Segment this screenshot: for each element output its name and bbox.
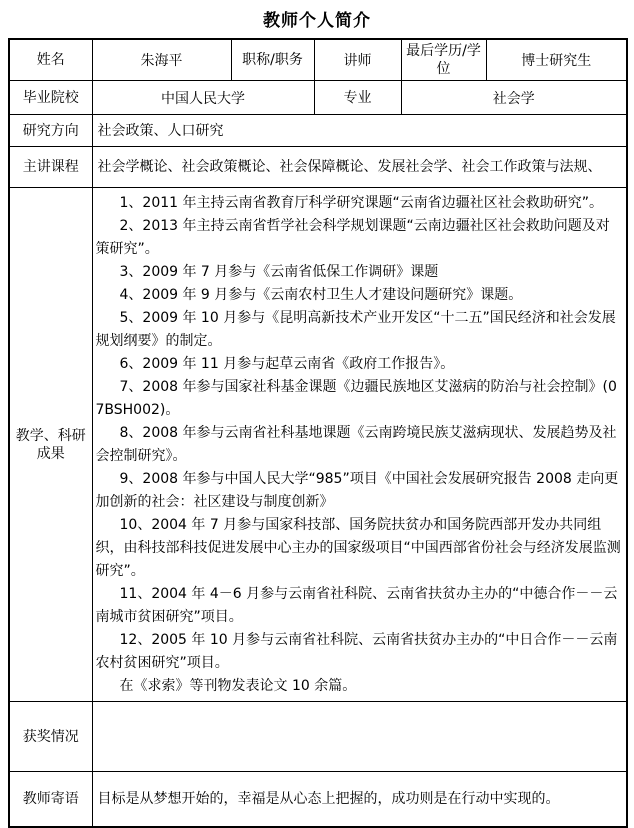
achievement-item: 4、2009 年 9 月参与《云南农村卫生人才建设问题研究》课题。 [119, 287, 523, 303]
name-value-cell: 朱海平 [92, 39, 231, 81]
major-value-cell: 社会学 [401, 81, 627, 115]
degree-label-cell: 最后学历/学位 [401, 39, 486, 81]
achievement-item: 在《求索》等刊物发表论文 10 余篇。 [119, 678, 357, 694]
row-awards [9, 702, 627, 772]
achievement-item: 9、2008 年参与中国人民大学“985”项目《中国社会发展研究报告 2008 走向更加创新的社会：社区建设与制度创新》 [95, 471, 619, 510]
achievements-label-cell: 教学、科研成果 [9, 188, 92, 702]
school-value-cell: 中国人民大学 [92, 81, 314, 115]
achievement-item: 2、2013 年主持云南省哲学社会科学规划课题“云南边疆社区社会救助问题及对策研究”。 [95, 218, 610, 257]
achievement-item: 11、2004 年 4－6 月参与云南省社科院、云南省扶贫办主办的“中德合作－－云南城市贫困研究”项目。 [95, 586, 618, 625]
row-education [9, 81, 627, 115]
row-research [9, 115, 627, 147]
name-label-cell: 姓名 [9, 39, 92, 81]
achievement-item: 5、2009 年 10 月参与《昆明高新技术产业开发区“十二五”国民经济和社会发展规划纲要》的制定。 [95, 310, 616, 349]
row-courses [9, 147, 627, 188]
awards-label-cell: 获奖情况 [9, 702, 92, 772]
research-value-cell: 社会政策、人口研究 [92, 115, 627, 147]
school-label-cell: 毕业院校 [9, 81, 92, 115]
achievement-item: 3、2009 年 7 月参与《云南省低保工作调研》课题 [119, 264, 439, 280]
courses-label-cell: 主讲课程 [9, 147, 92, 188]
awards-value-cell [92, 702, 627, 772]
achievement-item: 12、2005 年 10 月参与云南省社科院、云南省扶贫办主办的“中日合作－－云南农村贫困研究”项目。 [95, 632, 618, 671]
job-title-label-cell: 职称/职务 [231, 39, 314, 81]
job-title-value-cell: 讲师 [314, 39, 401, 81]
courses-value-cell: 社会学概论、社会政策概论、社会保障概论、发展社会学、社会工作政策与法规、 [92, 147, 627, 188]
row-achievements [9, 188, 627, 702]
teacher-profile-table [8, 38, 628, 828]
research-label-cell: 研究方向 [9, 115, 92, 147]
achievement-item: 10、2004 年 7 月参与国家科技部、国务院扶贫办和国务院西部开发办共同组织，由科技部科技促进发展中心主办的国家级项目“中国西部省份社会与经济发展监测研究”。 [95, 517, 621, 579]
achievement-item: 6、2009 年 11 月参与起草云南省《政府工作报告》。 [119, 356, 455, 372]
page-title: 教师个人简介 [263, 11, 371, 31]
row-message [9, 772, 627, 827]
message-value-cell: 目标是从梦想开始的，幸福是从心态上把握的，成功则是在行动中实现的。 [92, 772, 627, 827]
row-basic-info [9, 39, 627, 81]
major-label-cell: 专业 [314, 81, 401, 115]
achievement-item: 8、2008 年参与云南省社科基地课题《云南跨境民族艾滋病现状、发展趋势及社会控制研究》。 [95, 425, 617, 464]
message-label-cell: 教师寄语 [9, 772, 92, 827]
achievement-item: 7、2008 年参与国家社科基金课题《边疆民族地区艾滋病的防治与社会控制》(07BSH002)。 [95, 379, 617, 418]
achievement-item: 1、2011 年主持云南省教育厅科学研究课题“云南省边疆社区社会救助研究”。 [119, 195, 603, 211]
achievements-content-cell [92, 188, 627, 702]
degree-value-cell: 博士研究生 [486, 39, 627, 81]
